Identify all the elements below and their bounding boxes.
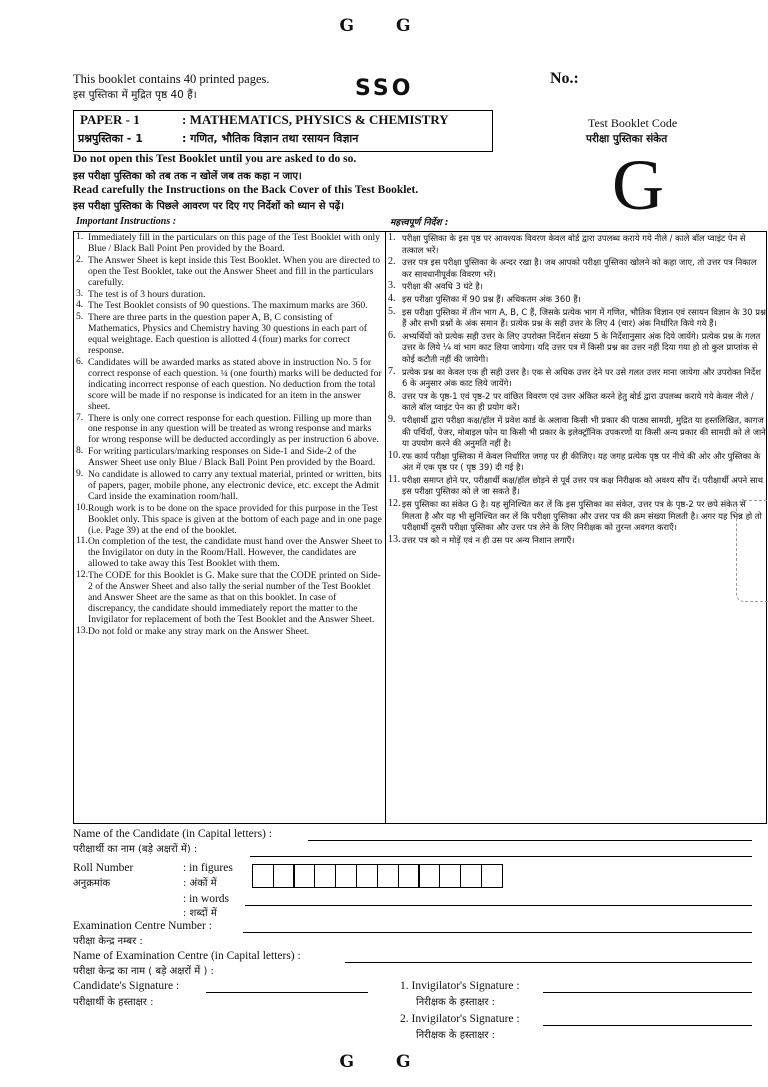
instruction-number: 2.: [388, 256, 396, 268]
paper-label: PAPER - 1: [80, 112, 140, 127]
instruction-text: परीक्षार्थी द्वारा परीक्षा कक्ष/हॉल में प्रवेश कार्ड के अलावा किसी भी प्रकार की पाठ्य सामग्री, मुद्रित या हस्तलिखित, कागज की पर्चियाँ, पेजर, मोबाइल फोन या किसी भी प्रकार के इलेक्ट्रॉनिक उपकरणों या किसी अन्य प्रकार की सामग्री को ले जाने या उपयोग करने की अनुमति नहीं है।: [402, 414, 766, 449]
instruction-item: [385, 534, 766, 547]
instruction-item: [385, 414, 766, 450]
instruction-number: 4.: [388, 292, 396, 304]
read-back-cover-notice: Read carefully the Instructions on the Back Cover of this Test Booklet.: [73, 184, 419, 196]
instruction-number: 9.: [388, 413, 396, 425]
instruction-text: परीक्षा पुस्तिका के इस पृष्ठ पर आवश्यक विवरण केवल बोर्ड द्वारा उपलब्ध कराये गये नीले / काले बॉल प्वाइंट पेन से तत्काल भरें।: [402, 233, 746, 255]
instruction-item: [385, 293, 766, 306]
instruction-item: [74, 232, 385, 255]
roll-digit-box[interactable]: [335, 864, 357, 888]
in-words-label: : in words: [183, 893, 229, 905]
invigilator1-signature-label: 1. Invigilator's Signature :: [400, 980, 520, 992]
instructions-hindi-column: [385, 232, 766, 823]
instruction-number: 12.: [76, 569, 88, 581]
instruction-text: इस पुस्तिका का संकेत G है। यह सुनिश्चित कर लें कि इस पुस्तिका का संकेत, उत्तर पत्र के पृष्ठ-2 पर छपे संकेत से मिलता है और यह भी सुनिश्चित कर लें कि परीक्षा पुस्तिका और उत्तर पत्र की क्रम संख्या मिलती है। अगर यह भिन्न हो तो परीक्षार्थी दूसरी परीक्षा पुस्तिका और उत्तर पत्र लेने के लिए निरीक्षक को तुरन्त अवगत कराएँ।: [402, 499, 762, 533]
top-code-marks: G G: [339, 16, 429, 36]
exam-centre-name-label: Name of Examination Centre (in Capital letters) :: [73, 950, 301, 962]
instruction-text: The CODE for this Booklet is G. Make sure that the CODE printed on Side-2 of the Answer Sheet and also tally the serial number of the Test Booklet and Answer Sheet are the same as that on this booklet. In case of discrepancy, the candidate should immediately report the matter to the Invigilator for replacement of both the Test Booklet and the Answer Sheet.: [88, 570, 381, 625]
instruction-number: 6.: [76, 355, 84, 367]
instruction-number: 5.: [76, 311, 84, 323]
instruction-item: [74, 300, 385, 312]
instruction-number: 13.: [76, 624, 88, 636]
in-words-label-hi: : शब्दों में: [183, 908, 217, 919]
instruction-number: 8.: [76, 445, 84, 457]
instruction-item: [385, 450, 766, 474]
instruction-number: 9.: [76, 468, 84, 480]
instruction-text: Immediately fill in the particulars on this page of the Test Booklet with only Blue / Black Ball Point Pen provided by the Board.: [88, 232, 380, 254]
instruction-item: [74, 626, 385, 638]
instruction-item: [74, 413, 385, 447]
roll-number-label-hi: अनुक्रमांक: [73, 878, 111, 889]
instruction-item: [74, 469, 385, 503]
instruction-item: [74, 289, 385, 301]
candidate-signature-label: Candidate's Signature :: [73, 980, 180, 992]
roll-number-label: Roll Number: [73, 862, 134, 874]
instruction-number: 7.: [76, 411, 84, 423]
instruction-number: 12.: [388, 498, 401, 510]
instruction-number: 10.: [388, 449, 401, 461]
instruction-text: उत्तर पत्र के पृष्ठ-1 एवं पृष्ठ-2 पर वांछित विवरण एवं उत्तर अंकित करने हेतु बोर्ड द्वारा उपलब्ध कराये गये केवल नीले / काले बॉल प्वाइंट पेन का ही प्रयोग करें।: [402, 390, 754, 413]
instruction-text: प्रत्येक प्रश्न का केवल एक ही सही उत्तर है। एक से अधिक उत्तर देने पर उसे गलत उत्तर माना जायेगा और उपरोक्त निर्देश 6 के अनुसार अंक काट लिये जायेंगे।: [402, 366, 761, 389]
roll-digit-box[interactable]: [273, 864, 295, 888]
test-booklet-code-label: Test Booklet Code: [588, 116, 678, 130]
booklet-code-letter: G: [612, 145, 664, 225]
instruction-item: [74, 570, 385, 626]
instruction-number: 13.: [388, 533, 401, 545]
exam-centre-name-field[interactable]: [345, 962, 752, 963]
in-figures-label-hi: : अंकों में: [183, 878, 217, 889]
instruction-text: No candidate is allowed to carry any textual material, printed or written, bits of papers, pager, mobile phone, any electronic device, etc. except the Admit Card inside the examination room/hall.: [88, 469, 382, 502]
instruction-text: उत्तर पत्र को न मोड़ें एवं न ही उस पर अन्य निशान लगाएँ।: [402, 534, 575, 545]
instruction-text: Candidates will be awarded marks as stated above in instruction No. 5 for correct response of each question. ¼ (one fourth) marks will be deducted for indicating incorrect response of each question. No deduction from the total score will be made if no response is indicated for an item in the answer sheet.: [88, 356, 382, 412]
candidate-signature-field[interactable]: [206, 992, 368, 993]
instruction-number: 1.: [388, 232, 396, 243]
invigilator1-signature-label-hi: निरीक्षक के हस्ताक्षर :: [416, 997, 496, 1008]
in-figures-label: : in figures: [183, 862, 233, 874]
roll-digit-box[interactable]: [481, 864, 503, 888]
instruction-text: Do not fold or make any stray mark on the Answer Sheet.: [88, 625, 310, 637]
instruction-text: रफ कार्य परीक्षा पुस्तिका में केवल निर्धारित जगह पर ही कीजिए। यह जगह प्रत्येक पृष्ठ पर नीचे की ओर और पुस्तिका के अंत में एक पृष्ठ पर ( पृष्ठ 39) दी गई है।: [402, 450, 761, 473]
instruction-number: 10.: [76, 501, 88, 513]
exam-centre-number-label-hi: परीक्षा केन्द्र नम्बर :: [73, 936, 143, 947]
instruction-item: [74, 255, 385, 289]
bottom-code-marks: G G: [339, 1052, 429, 1072]
paper-title-box: [73, 110, 493, 152]
pages-info-hi: इस पुस्तिका में मुद्रित पृष्ठ 40 हैं।: [73, 89, 197, 101]
roll-digit-box[interactable]: [356, 864, 378, 888]
important-instructions-heading-hi: महत्त्वपूर्ण निर्देश :: [390, 218, 449, 228]
do-not-open-notice: Do not open this Test Booklet until you are asked to do so.: [73, 153, 357, 165]
roll-number-boxes[interactable]: [253, 864, 503, 888]
instruction-number: 3.: [388, 280, 396, 292]
instruction-number: 5.: [388, 305, 396, 317]
instruction-item: [385, 330, 766, 366]
instruction-number: 3.: [76, 287, 84, 299]
instruction-text: अभ्यर्थियों को प्रत्येक सही उत्तर के लिए उपरोक्त निर्देशन संख्या 5 के निर्देशानुसार अंक दिये जायेंगे। प्रत्येक प्रश्न के गलत उत्तर के लिये ¼ वां भाग काट लिया जायेगा। यदि उत्तर पत्र में किसी प्रश्न का उत्तर नहीं दिया गया हो तो कुल प्राप्तांक से कोई कटौती नहीं की जायेगी।: [402, 330, 761, 364]
instruction-item: [385, 232, 766, 256]
booklet-number-label: No.:: [550, 70, 579, 87]
instructions-table: [73, 231, 767, 824]
exam-centre-number-label: Examination Centre Number :: [73, 920, 212, 932]
invigilator2-signature-label-hi: निरीक्षक के हस्ताक्षर :: [416, 1030, 496, 1041]
instruction-text: For writing particulars/marking responses on Side-1 and Side-2 of the Answer Sheet use only Blue / Black Ball Point Pen provided by the Board.: [88, 446, 376, 469]
instruction-text: On completion of the test, the candidate must hand over the Answer Sheet to the Invigilator on duty in the Room/Hall. However, the candidates are allowed to take away this Test Booklet with them.: [88, 536, 383, 570]
roll-digit-box[interactable]: [377, 864, 399, 888]
instruction-number: 6.: [388, 329, 396, 341]
instruction-text: इस परीक्षा पुस्तिका में तीन भाग A, B, C हैं, जिसके प्रत्येक भाग में गणित, भौतिक विज्ञान एवं रसायन विज्ञान के 30 प्रश्न हैं और सभी प्रश्नों के अंक समान हैं। प्रत्येक प्रश्न के सही उत्तर के लिए 4 (चार) अंक निर्धारित किये गये हैं।: [402, 306, 766, 329]
roll-words-field[interactable]: [245, 905, 752, 906]
instruction-number: 11.: [388, 473, 401, 485]
fold-guide-mark: [736, 500, 768, 602]
instruction-text: इस परीक्षा पुस्तिका में 90 प्रश्न हैं। अधिकतम अंक 360 हैं।: [402, 293, 581, 304]
roll-digit-box[interactable]: [314, 864, 336, 888]
pages-info-en: This booklet contains 40 printed pages.: [73, 72, 270, 86]
invigilator2-signature-label: 2. Invigilator's Signature :: [400, 1013, 520, 1025]
instruction-text: उत्तर पत्र इस परीक्षा पुस्तिका के अन्दर रखा है। जब आपको परीक्षा पुस्तिका खोलने को कहा जाए, तो उत्तर पत्र निकाल कर सावधानीपूर्वक विवरण भरें।: [402, 257, 757, 279]
roll-digit-box[interactable]: [398, 864, 420, 888]
important-instructions-heading: Important Instructions :: [76, 216, 177, 227]
paper-subjects-hi: : गणित, भौतिक विज्ञान तथा रसायन विज्ञान: [182, 132, 359, 145]
instruction-text: There is only one correct response for each question. Filling up more than one response in any question will be treated as wrong response and marks for wrong response will be deducted accordingly as per instruction 6 above.: [88, 412, 379, 446]
candidate-name-label: Name of the Candidate (in Capital letters) :: [73, 828, 272, 840]
instruction-number: 8.: [388, 389, 396, 401]
instruction-number: 2.: [76, 253, 84, 265]
instruction-text: The Answer Sheet is kept inside this Test Booklet. When you are directed to open the Test Booklet, take out the Answer Sheet and fill in the particulars carefully.: [88, 254, 381, 288]
paper-label-hi: प्रश्नपुस्तिका - 1: [78, 132, 143, 145]
instruction-number: 1.: [76, 232, 84, 242]
read-back-cover-notice-hi: इस परीक्षा पुस्तिका के पिछले आवरण पर दिए गए निर्देशों को ध्यान से पढ़ें।: [73, 201, 345, 212]
instruction-text: Rough work is to be done on the space provided for this purpose in the Test Booklet only. This space is given at the bottom of each page and in one page (i.e. Page 39) at the end of the booklet.: [88, 502, 382, 536]
instruction-item: [74, 357, 385, 413]
instruction-text: There are three parts in the question paper A, B, C consisting of Mathematics, Physics and Chemistry having 30 questions in each part of equal weightage. Each question is allotted 4 (four) marks for correct response.: [88, 312, 367, 357]
instruction-item: [385, 498, 766, 534]
instruction-item: [74, 446, 385, 469]
test-booklet-code-label-hi: परीक्षा पुस्तिका संकेत: [586, 133, 668, 145]
invigilator2-signature-field[interactable]: [543, 1025, 752, 1026]
series-code: SSO: [355, 76, 414, 101]
candidate-name-label-hi: परीक्षार्थी का नाम (बड़े अक्षरों में) :: [73, 844, 198, 855]
instruction-item: [385, 306, 766, 330]
roll-digit-box[interactable]: [460, 864, 482, 888]
instruction-number: 11.: [76, 535, 88, 547]
candidate-name-field[interactable]: [308, 840, 752, 841]
roll-digit-box[interactable]: [293, 864, 315, 888]
instruction-text: परीक्षा की अवधि 3 घंटे है।: [402, 281, 483, 292]
candidate-signature-label-hi: परीक्षार्थी के हस्ताक्षर :: [73, 997, 154, 1008]
roll-digit-box[interactable]: [439, 864, 461, 888]
instruction-item: [385, 280, 766, 293]
exam-centre-name-label-hi: परीक्षा केन्द्र का नाम ( बड़े अक्षरों में ) :: [73, 966, 214, 977]
instruction-text: परीक्षा समाप्त होने पर, परीक्षार्थी कक्ष/हॉल छोड़ने से पूर्व उत्तर पत्र कक्ष निरीक्षक को अवश्य सौंप दें। परीक्षार्थी अपने साथ इस परीक्षा पुस्तिका को ले जा सकते हैं।: [402, 474, 764, 497]
instructions-english-column: [74, 232, 386, 823]
instruction-item: [74, 503, 385, 537]
roll-digit-box[interactable]: [418, 864, 440, 888]
instruction-text: The test is of 3 hours duration.: [88, 288, 206, 300]
instruction-item: [385, 390, 766, 414]
instruction-number: 4.: [76, 299, 84, 311]
instruction-text: The Test Booklet consists of 90 questions. The maximum marks are 360.: [88, 300, 368, 312]
instruction-item: [385, 256, 766, 280]
instruction-item: [74, 536, 385, 570]
do-not-open-notice-hi: इस परीक्षा पुस्तिका को तब तक न खोलें जब तक कहा न जाए।: [73, 171, 302, 182]
instruction-item: [74, 312, 385, 357]
instruction-item: [385, 474, 766, 498]
candidate-name-field-line2[interactable]: [250, 856, 752, 857]
instruction-item: [385, 366, 766, 390]
exam-centre-number-field[interactable]: [243, 932, 752, 933]
instruction-number: 7.: [388, 365, 396, 377]
roll-digit-box[interactable]: [252, 864, 274, 888]
paper-subjects: : MATHEMATICS, PHYSICS & CHEMISTRY: [182, 112, 449, 127]
invigilator1-signature-field[interactable]: [543, 992, 752, 993]
